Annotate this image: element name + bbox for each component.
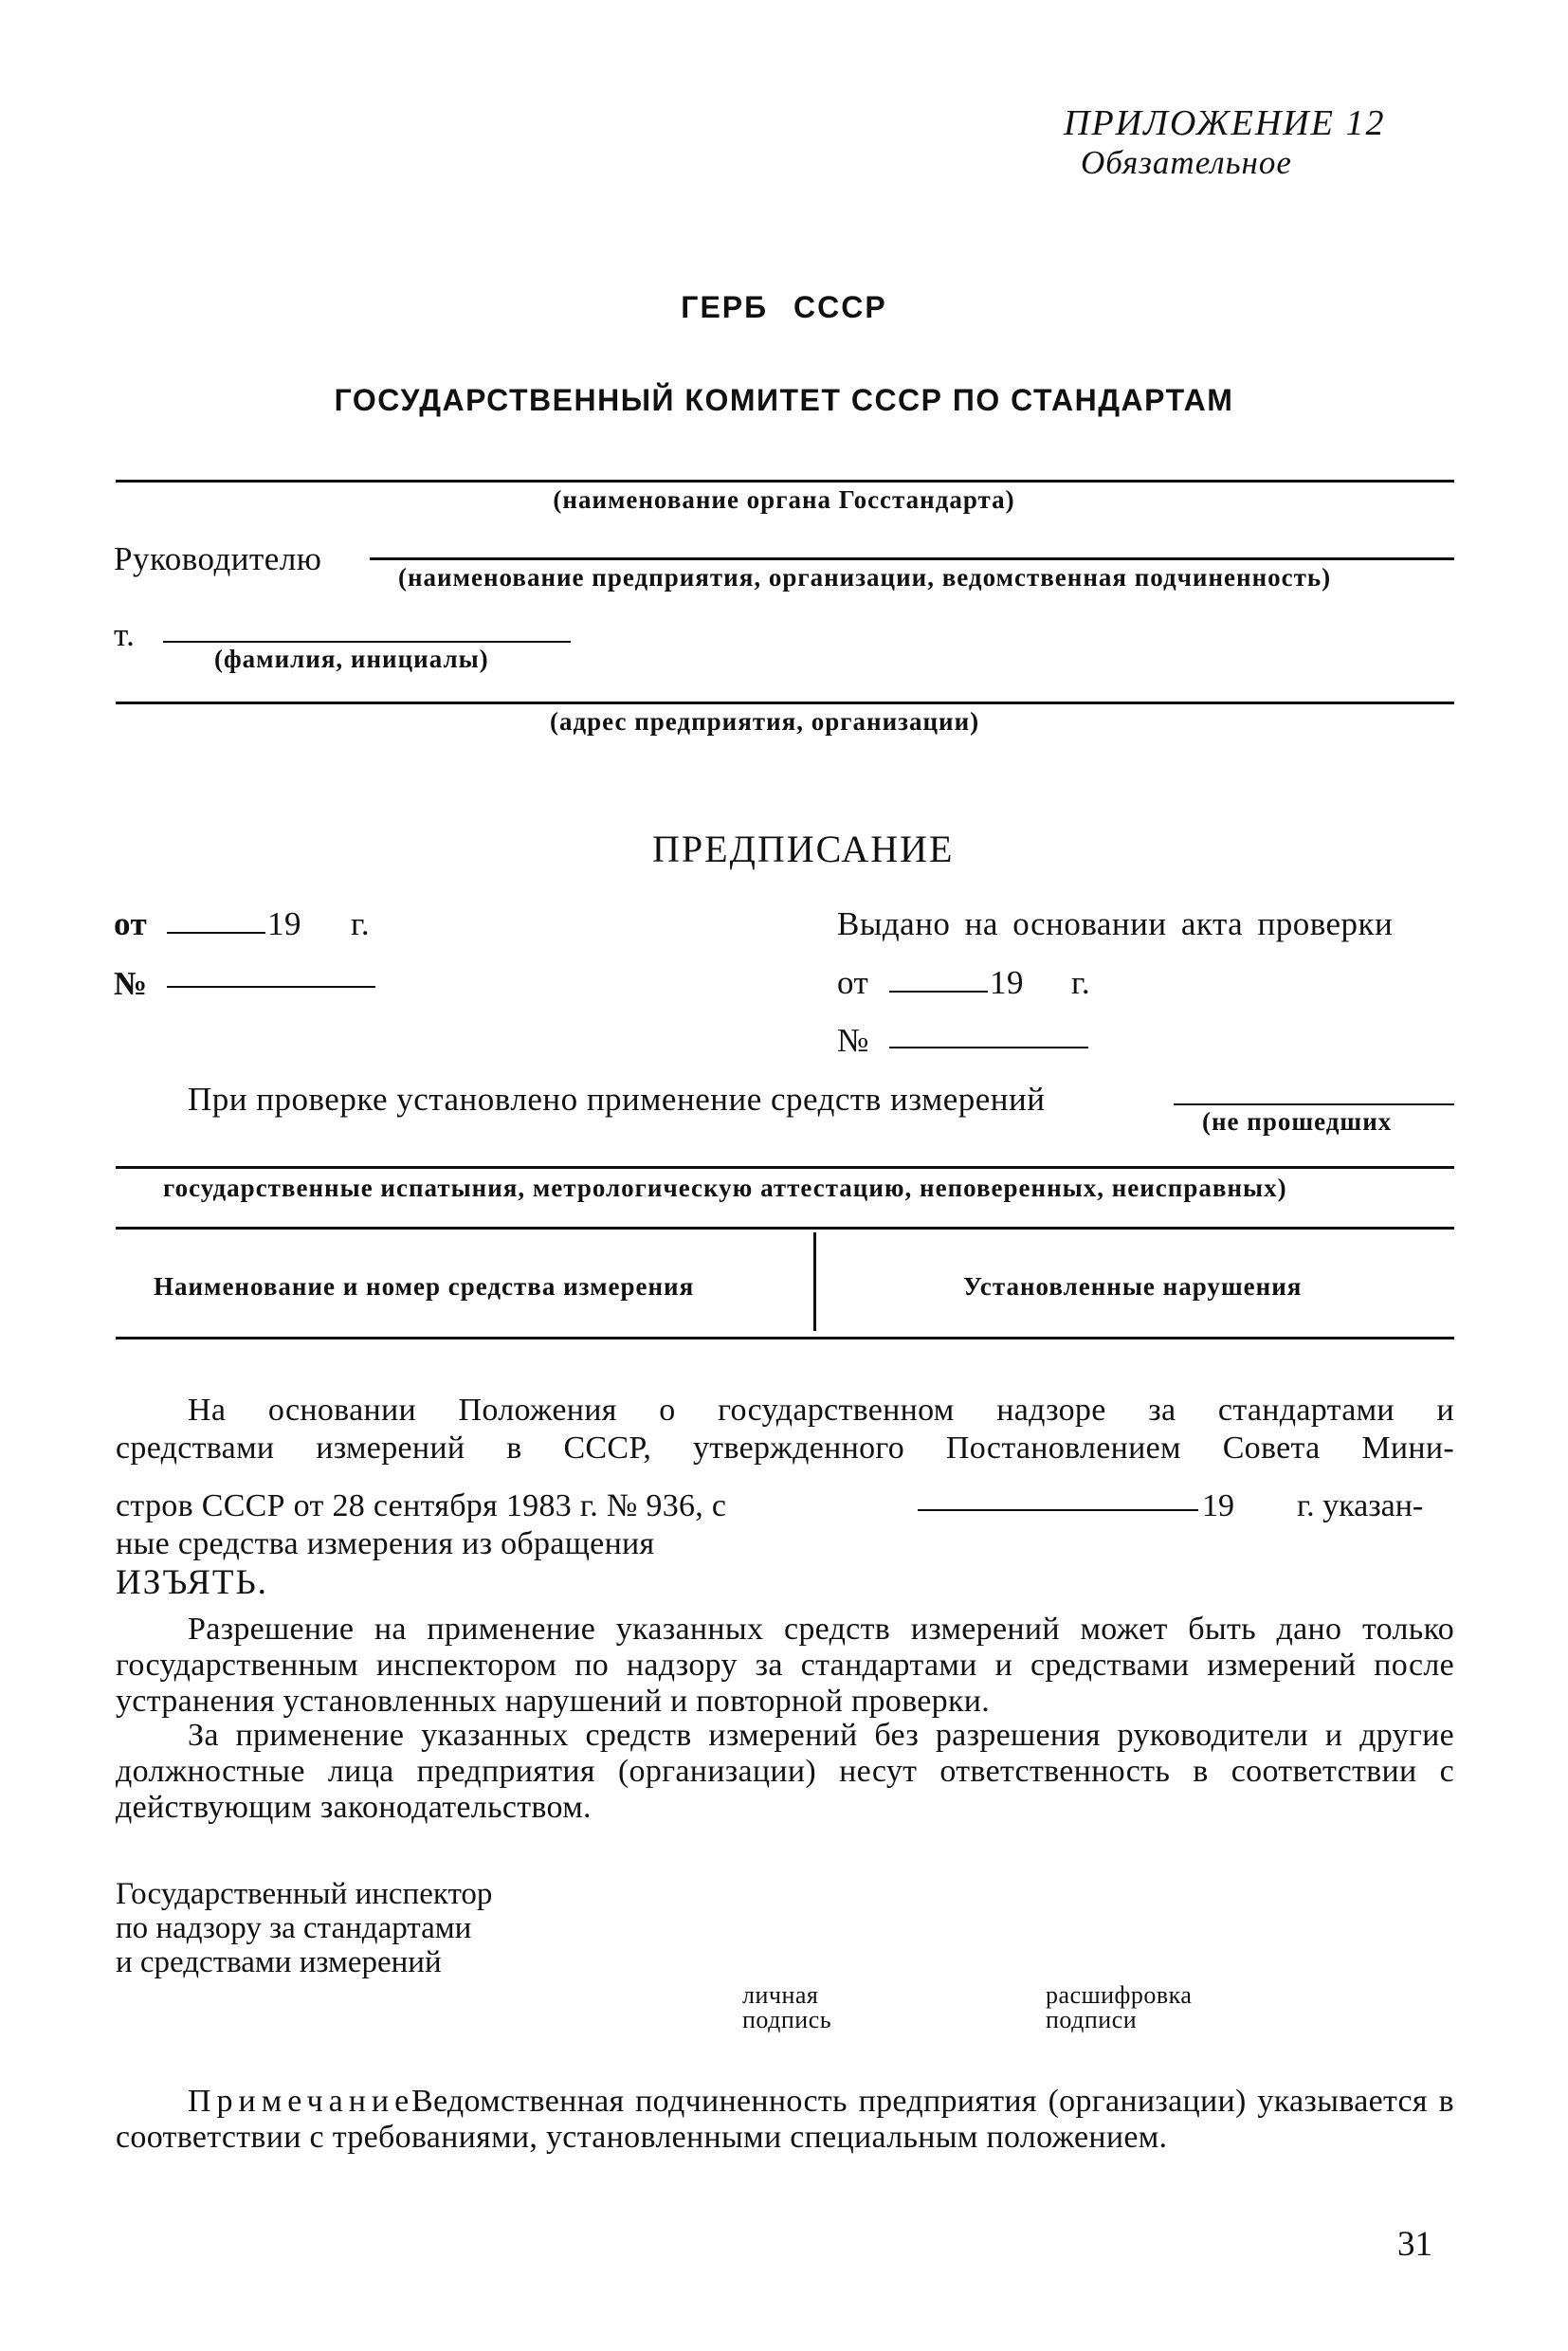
act-number-line[interactable] — [889, 1047, 1088, 1048]
withdraw-date-line[interactable] — [918, 1509, 1198, 1511]
body-p2: Разрешение на применение указанных средств измерений может быть дано только государственным инспектором по надзору за стандартами и средствами измерений после устранения установленных нарушений и повторной проверки. — [116, 1612, 1454, 1719]
inspection-text: При проверке установлено применение средств измерений — [188, 1081, 1046, 1118]
enterprise-line[interactable] — [370, 557, 1454, 560]
act-date-line[interactable] — [889, 991, 988, 993]
table-header-instrument: Наименование и номер средства измерения — [154, 1272, 695, 1301]
organ-line[interactable] — [116, 480, 1454, 483]
appendix-label: ПРИЛОЖЕНИЕ 12 — [1064, 103, 1386, 143]
inspector-line1: Государственный инспектор — [116, 1877, 493, 1911]
inspection-caption-1: (не прошедших — [1202, 1107, 1393, 1136]
table-divider — [813, 1232, 816, 1331]
enterprise-caption: (наименование предприятия, организации, ведомственная подчиненность) — [398, 563, 1332, 592]
body-p1-line4: ные средства измерения из обращения — [116, 1526, 655, 1561]
committee-title: ГОСУДАРСТВЕННЫЙ КОМИТЕТ СССР ПО СТАНДАРТАМ — [334, 383, 1234, 417]
order-heading: ПРЕДПИСАНИЕ — [652, 828, 955, 870]
personal-signature-caption-2: подпись — [742, 2006, 832, 2033]
body-p1-line3-a: стров СССР от 28 сентября 1983 г. № 936, с — [116, 1488, 727, 1523]
mandatory-label: Обязательное — [1081, 144, 1292, 181]
act-g-label: г. — [1071, 964, 1091, 1001]
body-p1-line3-year: 19 — [1202, 1488, 1234, 1523]
decode-signature-caption-2: подписи — [1046, 2006, 1138, 2033]
to-head-label: Руководителю — [114, 540, 322, 577]
inspector-line3: и средствами измерений — [116, 1945, 442, 1979]
withdraw-label: ИЗЪЯТЬ. — [116, 1563, 268, 1602]
table-bottom-line — [116, 1337, 1454, 1340]
body-p1-line3-b: г. указан- — [1297, 1488, 1424, 1523]
order-date-line[interactable] — [167, 932, 265, 934]
personal-signature-caption-1: личная — [742, 1981, 819, 2009]
issued-label: Выдано на основании акта проверки — [837, 905, 1394, 942]
organ-caption: (наименование органа Госстандарта) — [553, 485, 1015, 514]
body-p1-line1: На основании Положения о государственном надзоре за стандартами и — [188, 1393, 1454, 1428]
inspection-line-2[interactable] — [116, 1166, 1454, 1169]
act-number-label: № — [837, 1022, 869, 1059]
order-from-label: от — [114, 905, 148, 942]
act-year-label: 19 — [990, 964, 1024, 1001]
order-number-label: № — [114, 965, 148, 1002]
body-p1-line2: средствами измерений в СССР, утвержденного Постановлением Совета Мини- — [116, 1431, 1454, 1466]
t-label: т. — [114, 616, 136, 653]
inspection-caption-2: государственные испатыния, метрологическую аттестацию, неповеренных, неисправных) — [163, 1174, 1287, 1202]
decode-signature-caption-1: расшифровка — [1046, 1981, 1193, 2009]
act-from-label: от — [837, 964, 869, 1001]
table-top-line — [116, 1227, 1454, 1230]
name-caption: (фамилия, инициалы) — [214, 645, 489, 673]
address-line[interactable] — [116, 702, 1454, 704]
table-header-violations: Установленные нарушения — [963, 1272, 1303, 1301]
emblem-title: ГЕРБ СССР — [681, 290, 887, 324]
order-number-line[interactable] — [167, 986, 375, 988]
name-line[interactable] — [163, 641, 571, 643]
note-label: Примечание. — [188, 2084, 428, 2119]
note-text: Ведомственная подчиненность предприятия (организации) указывается в соответствии с требованиями, установленными специальным положением. — [116, 2084, 1454, 2155]
address-caption: (адрес предприятия, организации) — [550, 707, 980, 736]
page-number: 31 — [1397, 2225, 1432, 2264]
body-p3: За применение указанных средств измерений без разрешения руководители и другие должностные лица предприятия (организации) несут ответственность в соответствии с действующим законодательством. — [116, 1718, 1454, 1825]
inspector-line2: по надзору за стандартами — [116, 1911, 472, 1945]
order-year-label: 19 — [267, 905, 301, 942]
inspection-line[interactable] — [1174, 1103, 1454, 1105]
order-g-label: г. — [351, 905, 371, 942]
